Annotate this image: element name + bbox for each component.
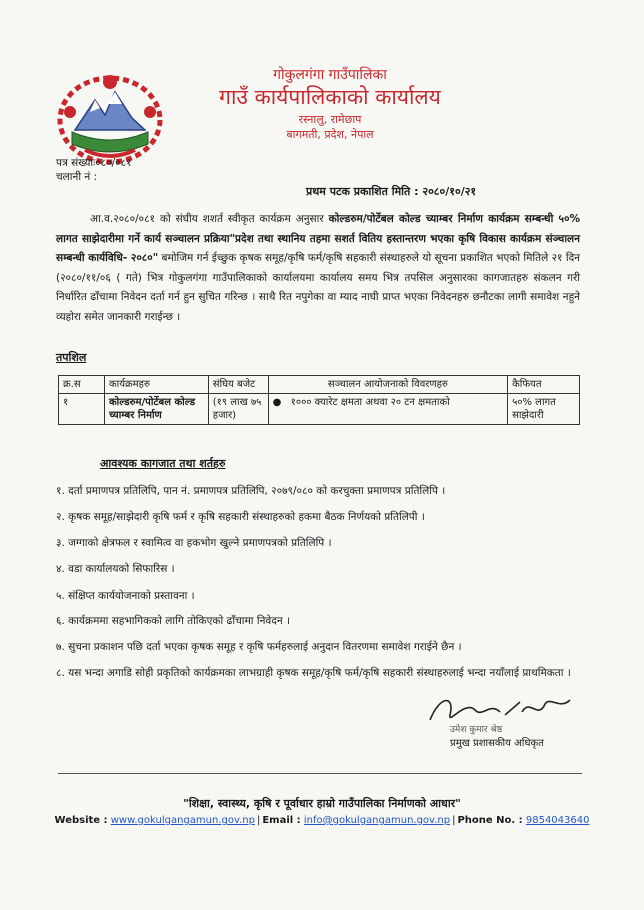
requirement-item: ३. जग्गाको क्षेत्रफल र स्वामित्व वा हकभोग खुल्ने प्रमाणपत्रको प्रतिलिपि ।	[56, 537, 332, 549]
letter-number: पत्र संख्याः०८०/०८१	[56, 157, 132, 169]
col-header-sn: क्र.स	[59, 376, 105, 394]
requirement-item: ४. वडा कार्यालयको सिफारिस ।	[56, 563, 175, 575]
cell-budget: (१९ लाख ७५ हजार)	[208, 394, 268, 425]
letter-references	[56, 156, 132, 184]
publication-date: प्रथम पटक प्रकाशित मिति : २०८०/१०/२१	[306, 185, 477, 198]
requirements-heading: आवश्यक कागजात तथा शर्तहरु	[100, 457, 226, 470]
body-part-3: बमोजिम गर्न ईच्छुक कृषक समूह/कृषि फर्म/कृषि सहकारी संस्थाहरुले यो सूचना प्रकाशित भएको मितिले २१ दिन (२०८०/११/०६ ( गते) भित्र गोकुलगंगा गाउँपालिकाको कार्यालयमा कार्यालय समय भित्र तपसिल अनुसारका कागजातहरु संकलन गरी निर्धारित ढाँचामा निवेदन दर्ता गर्न हुन सुचित गरिन्छ । साथै रित नपुगेका वा म्याद नाघी प्राप्त भएका निवेदनहरु छनौटका लागी समावेश नहुने व्यहोरा समेत जानकारी गराईन्छ ।	[56, 252, 580, 323]
office-header	[180, 66, 480, 142]
cell-sn: १	[59, 394, 105, 425]
office-province: बागमती, प्रदेश, नेपाल	[286, 128, 374, 141]
phone-link[interactable]: 9854043640	[525, 815, 590, 826]
signatory-role: प्रमुख प्रशासकीय अधिकृत	[450, 738, 544, 749]
nepal-emblem-icon	[50, 60, 170, 170]
website-label: Website :	[54, 815, 108, 826]
footer-contact: Website : www.gokulgangamun.gov.np | Email : info@gokulgangamun.gov.np | Phone No. : 9854043640	[54, 815, 590, 826]
email-link[interactable]: info@gokulgangamun.gov.np	[303, 815, 451, 826]
cell-details	[268, 394, 507, 425]
cell-remarks: ५०% लागत साझेदारी	[508, 394, 580, 425]
table-header-row	[59, 376, 580, 394]
col-header-remarks: कैफियत	[508, 376, 580, 394]
requirement-item: ७. सुचना प्रकाशन पछि दर्ता भएका कृषक समूह र कृषि फर्महरुलाई अनुदान वितरणमा समावेश गराईने छैन ।	[56, 641, 462, 653]
requirement-item: ५. संक्षिप्त कार्ययोजनाको प्रस्तावना ।	[56, 590, 195, 602]
requirement-item: २. कृषक समूह/साझेदारी कृषि फर्म र कृषि सहकारी संस्थाहरुको हकमा बैठक निर्णयको प्रतिलिपी ।	[56, 511, 425, 523]
program-table	[58, 375, 580, 425]
notice-body	[56, 210, 580, 327]
body-part-2: कोल्डरुम/पोर्टेबल कोल्ड च्याम्बर निर्माण कार्यक्रम सम्बन्धी ५०% लागत साझेदारीमा गर्ने कार्य सञ्चालन प्रक्रिया"प्रदेश तथा स्थानिय तहमा सशर्त वितिय हस्तान्तरण भएका कृषि विकास कार्यक्रम संञ्चालन सम्बन्धी कार्यविधि- २०८०"	[56, 213, 580, 264]
body-part-1: आ.व.२०८०/०८१ को संघीय शशर्त स्वीकृत कार्यक्रम अनुसार	[90, 213, 329, 225]
footer-divider	[58, 773, 582, 774]
col-header-budget: संघिय बजेट	[208, 376, 268, 394]
requirement-item: १. दर्ता प्रमाणपत्र प्रतिलिपि, पान नं. प्रमाणपत्र प्रतिलिपि, २०७९/०८० को करचुक्ता प्रमाणपत्र प्रतिलिपि ।	[56, 485, 446, 497]
office-name: गाउँ कार्यपालिकाको कार्यालय	[219, 85, 441, 109]
bullet-icon: ●	[272, 397, 282, 408]
col-header-details: सञ्चालन आयोजनाको विवरणहरु	[268, 376, 507, 394]
phone-label: Phone No. :	[457, 815, 523, 826]
details-heading: तपशिल	[56, 351, 87, 364]
signatory-name: उमेश कुमार श्रेष्ठ	[450, 725, 503, 735]
dispatch-number: चलानी नं :	[56, 171, 98, 183]
requirement-item: ८. यस भन्दा अगाडि सोही प्रकृतिको कार्यक्रमका लाभग्राही कृषक समूह/कृषि फर्म/कृषि सहकारी संस्थाहरुलाई भन्दा नयाँलाई प्राथमिकता ।	[56, 667, 571, 679]
col-header-program: कार्यक्रमहरु	[104, 376, 208, 394]
table-row	[59, 394, 580, 425]
website-link[interactable]: www.gokulgangamun.gov.np	[110, 815, 255, 826]
cell-details-text: १००० क्यारेट क्षमता अथवा २० टन क्षमताको	[290, 397, 450, 408]
requirement-item: ६. कार्यक्रममा सहभागिकको लागि तोकिएको ढाँचामा निवेदन ।	[56, 615, 290, 627]
footer-motto: "शिक्षा, स्वास्थ्य, कृषि र पूर्वाधार हाम्रो गाउँपालिका निर्माणको आधार"	[183, 797, 461, 810]
cell-program: कोल्डरुम/पोर्टेबल कोल्ड च्याम्बर निर्माण	[104, 394, 208, 425]
office-address: रस्नालु, रामेछाप	[298, 113, 362, 126]
email-label: Email :	[262, 815, 301, 826]
municipality-name: गोकुलगंगा गाउँपालिका	[273, 67, 387, 83]
